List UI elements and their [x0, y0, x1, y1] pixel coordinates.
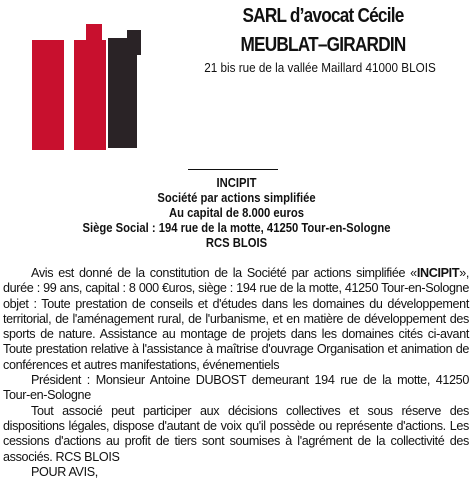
paragraph-constitution	[3, 266, 469, 373]
firm-name	[198, 2, 447, 60]
logo-red-block-left	[32, 40, 64, 150]
company-capital: Au capital de 8.000 euros	[168, 206, 305, 220]
firm-logo	[30, 0, 145, 150]
firm-name-line1: SARL d’avocat Cécile	[242, 5, 404, 27]
logo-red-block-right	[74, 40, 106, 150]
paragraph-associates: Tout associé peut participer aux décisions collectives et sous réserve des dispositions légales, dispose d'autant de voix qu'il possède ou représente d'actions. Les cessions d'actions au profit de tiers sont soumises à l'agrément de la collectivité des associés. RCS BLOIS	[3, 403, 469, 464]
notice-body	[3, 266, 469, 480]
firm-name-line2: MEUBLAT–GIRARDIN	[240, 34, 406, 56]
notice-header	[0, 176, 473, 251]
paragraph-president: Président : Monsieur Antoine DUBOST demeurant 194 rue de la motte, 41250 Tour-en-Sologne	[3, 373, 469, 403]
firm-address: 21 bis rue de la vallée Maillard 41000 BLOIS	[204, 60, 436, 75]
divider	[188, 169, 278, 170]
p1-rest: », durée : 99 ans, capital : 8 000 €uros, siège : 194 rue de la motte, 41250 Tour-en-Sologne objet : Toute prestation de conseils et d'études dans les domaines du développement territorial, de l'aménagement rural, de l'urbanisme, et en matière de développement des sports de nature. Assistance au montage de projets dans les domaines cités ci-avant Toute prestation relative à l'assistance à maîtrise d'ouvrage Organisation et animation de conférences et autres manifestations, événementiels	[3, 266, 469, 372]
company-form: Société par actions simplifiée	[157, 191, 316, 205]
company-title: INCIPIT	[216, 176, 257, 190]
p1-start: Avis est donné de la constitution de la Société par actions simplifiée «	[31, 266, 417, 280]
company-rcs: RCS BLOIS	[205, 236, 268, 250]
logo-dark-bar	[108, 38, 137, 148]
logo-red-square	[86, 24, 102, 40]
p1-company-name: INCIPIT	[416, 266, 460, 280]
company-seat: Siège Social : 194 rue de la motte, 41250 Tour-en-Sologne	[82, 221, 391, 235]
paragraph-closing: POUR AVIS,	[31, 464, 98, 479]
